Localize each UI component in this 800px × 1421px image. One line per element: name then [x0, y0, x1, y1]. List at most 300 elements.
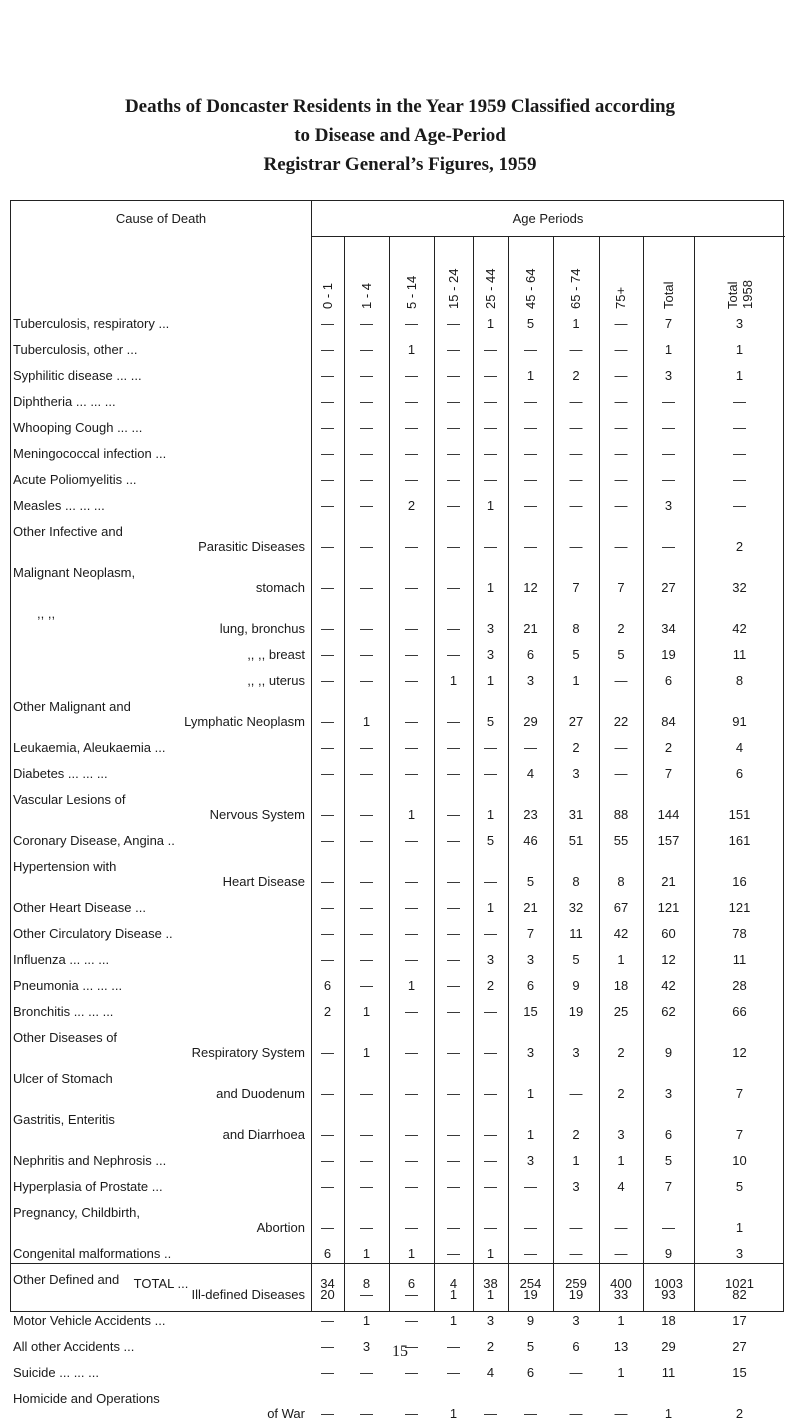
value-cell: — — [614, 766, 628, 781]
value-cell: — — [360, 673, 373, 688]
value-cell: — — [524, 472, 537, 487]
value-cell: — — [524, 342, 537, 357]
value-cell: 93 — [661, 1287, 676, 1302]
cause-label: Other Diseases of — [13, 1030, 118, 1045]
value-cell: 9 — [526, 1313, 535, 1328]
column-header: 15 - 24 — [445, 268, 461, 309]
value-cell: — — [447, 498, 460, 513]
value-cell: — — [321, 874, 334, 889]
value-cell: — — [321, 807, 334, 822]
cause-label: Tuberculosis, respiratory ... — [13, 316, 170, 331]
value-cell: — — [484, 1086, 497, 1101]
cause-label: Other Infective and — [13, 524, 123, 539]
value-cell: — — [484, 766, 497, 781]
value-cell: — — [321, 446, 334, 461]
value-cell: 7 — [664, 766, 673, 781]
value-cell: 5 — [526, 316, 535, 331]
cause-label: Syphilitic disease ... ... — [13, 368, 142, 383]
value-cell: 5 — [735, 1179, 744, 1194]
value-cell: — — [524, 740, 537, 755]
value-cell: 1 — [407, 342, 416, 357]
value-cell: 5 — [486, 833, 495, 848]
value-cell: — — [662, 394, 675, 409]
value-cell: 60 — [661, 926, 676, 941]
value-cell: — — [447, 1153, 460, 1168]
value-cell: — — [662, 420, 675, 435]
value-cell: 25 — [613, 1004, 629, 1019]
value-cell: — — [321, 1313, 334, 1328]
value-cell: 34 — [661, 621, 676, 636]
title-block — [0, 92, 800, 179]
total-cell: 254 — [519, 1276, 542, 1291]
value-cell: 1 — [735, 368, 744, 383]
cause-label: Vascular Lesions of — [13, 792, 126, 807]
column-header: 1958 — [739, 280, 755, 309]
value-cell: — — [484, 1179, 497, 1194]
total-cell: 38 — [483, 1276, 498, 1291]
cause-label: Suicide ... ... ... — [13, 1365, 99, 1380]
cause-label: Influenza ... ... ... — [13, 952, 110, 967]
value-cell: 6 — [735, 766, 744, 781]
value-cell: — — [614, 1406, 628, 1421]
column-header: 1 - 4 — [358, 282, 374, 309]
value-cell: — — [447, 647, 460, 662]
value-cell: — — [360, 1287, 373, 1302]
value-cell: — — [321, 1045, 334, 1060]
value-cell: 2 — [572, 740, 580, 755]
cause-label: Pregnancy, Childbirth, — [13, 1205, 140, 1220]
cause-label: Heart Disease — [222, 874, 305, 889]
value-cell: — — [360, 1406, 373, 1421]
value-cell: 15 — [523, 1004, 538, 1019]
value-cell: 66 — [732, 1004, 747, 1019]
value-cell: — — [321, 472, 334, 487]
cause-label: Other Circulatory Disease .. — [13, 926, 173, 941]
value-cell: — — [360, 498, 373, 513]
value-cell: 1 — [664, 342, 673, 357]
value-cell: 7 — [664, 316, 673, 331]
title-line-3: Registrar General’s Figures, 1959 — [263, 154, 537, 175]
value-cell: — — [524, 446, 537, 461]
value-cell: 1 — [572, 316, 580, 331]
value-cell: 1 — [617, 1313, 625, 1328]
value-cell: 82 — [732, 1287, 747, 1302]
cause-label: Pneumonia ... ... ... — [13, 978, 123, 993]
value-cell: 3 — [735, 316, 744, 331]
value-cell: — — [321, 952, 334, 967]
value-cell: 7 — [664, 1179, 673, 1194]
value-cell: — — [662, 446, 675, 461]
column-header: Total — [660, 281, 676, 309]
mortality-table — [10, 200, 784, 1421]
value-cell: — — [405, 740, 418, 755]
value-cell: 19 — [568, 1004, 584, 1019]
value-cell: 33 — [613, 1287, 629, 1302]
value-cell: — — [360, 368, 373, 383]
value-cell: 10 — [732, 1153, 747, 1168]
cause-label: Ill-defined Diseases — [191, 1287, 305, 1302]
value-cell: — — [733, 472, 746, 487]
cause-label: All other Accidents ... — [13, 1339, 135, 1354]
value-cell: — — [360, 647, 373, 662]
value-cell: — — [321, 647, 334, 662]
cause-label: Gastritis, Enteritis — [13, 1112, 115, 1127]
total-cell: 6 — [407, 1276, 416, 1291]
value-cell: 1 — [486, 900, 495, 915]
value-cell: — — [360, 766, 373, 781]
value-cell: — — [569, 498, 583, 513]
value-cell: — — [569, 1220, 583, 1235]
value-cell: 29 — [523, 714, 538, 729]
value-cell: 20 — [320, 1287, 335, 1302]
value-cell: 1 — [572, 673, 580, 688]
cause-label: Diabetes ... ... ... — [13, 766, 108, 781]
value-cell: 6 — [664, 1127, 673, 1142]
value-cell: — — [360, 621, 373, 636]
value-cell: — — [321, 394, 334, 409]
value-cell: — — [321, 1179, 334, 1194]
value-cell: 6 — [664, 673, 673, 688]
value-cell: 6 — [323, 1246, 332, 1261]
value-cell: — — [524, 1246, 537, 1261]
value-cell: — — [614, 446, 628, 461]
value-cell: — — [405, 1287, 418, 1302]
total-cell: 1003 — [654, 1276, 683, 1291]
value-cell: 46 — [523, 833, 538, 848]
value-cell: — — [447, 420, 460, 435]
value-cell: — — [569, 1246, 583, 1261]
value-cell: 7 — [735, 1086, 744, 1101]
value-cell: 5 — [526, 1339, 535, 1354]
cause-label: Lymphatic Neoplasm — [184, 714, 305, 729]
value-cell: 8 — [617, 874, 625, 889]
value-cell: — — [733, 394, 746, 409]
value-cell: — — [447, 342, 460, 357]
value-cell: — — [484, 1153, 497, 1168]
value-cell: — — [447, 978, 460, 993]
value-cell: 1 — [486, 673, 495, 688]
value-cell: — — [447, 621, 460, 636]
value-cell: — — [360, 874, 373, 889]
value-cell: — — [321, 673, 334, 688]
value-cell: 32 — [568, 900, 584, 915]
value-cell: 21 — [523, 900, 538, 915]
value-cell: 1 — [486, 316, 495, 331]
value-cell: — — [360, 1127, 373, 1142]
cause-label: Coronary Disease, Angina .. — [13, 833, 175, 848]
value-cell: 2 — [486, 978, 495, 993]
value-cell: 29 — [661, 1339, 676, 1354]
value-cell: — — [614, 740, 628, 755]
value-cell: 3 — [362, 1339, 371, 1354]
value-cell: 9 — [572, 978, 580, 993]
value-cell: — — [484, 420, 497, 435]
value-cell: 1 — [572, 1153, 580, 1168]
total-rule — [11, 1263, 783, 1264]
value-cell: — — [484, 472, 497, 487]
value-cell: — — [447, 766, 460, 781]
value-cell: 1 — [735, 1220, 744, 1235]
value-cell: — — [524, 539, 537, 554]
value-cell: — — [484, 1045, 497, 1060]
value-cell: — — [405, 1220, 418, 1235]
cause-label: Abortion — [256, 1220, 305, 1235]
value-cell: 2 — [572, 368, 580, 383]
value-cell: 161 — [728, 833, 751, 848]
value-cell: — — [321, 1086, 334, 1101]
total-cell: 1021 — [725, 1276, 754, 1291]
value-cell: 88 — [613, 807, 629, 822]
value-cell: — — [447, 539, 460, 554]
value-cell: 5 — [572, 952, 580, 967]
value-cell: — — [569, 342, 583, 357]
value-cell: 16 — [732, 874, 747, 889]
value-cell: — — [321, 342, 334, 357]
cause-label: ,, ,, breast — [247, 647, 305, 662]
value-cell: 1 — [362, 714, 371, 729]
value-cell: 12 — [732, 1045, 747, 1060]
value-cell: 2 — [617, 621, 625, 636]
value-cell: 6 — [526, 978, 535, 993]
value-cell: — — [321, 1220, 334, 1235]
value-cell: — — [614, 498, 628, 513]
value-cell: 3 — [486, 621, 495, 636]
value-cell: — — [321, 498, 334, 513]
value-cell: — — [321, 316, 334, 331]
value-cell: — — [447, 740, 460, 755]
value-cell: 1 — [362, 1313, 371, 1328]
value-cell: 21 — [523, 621, 538, 636]
value-cell: 67 — [613, 900, 629, 915]
cause-label: Parasitic Diseases — [198, 539, 305, 554]
cause-label: Other Heart Disease ... — [13, 900, 146, 915]
value-cell: — — [360, 446, 373, 461]
value-cell: 3 — [526, 673, 535, 688]
value-cell: 42 — [613, 926, 629, 941]
value-cell: — — [447, 714, 460, 729]
value-cell: — — [360, 1365, 373, 1380]
value-cell: — — [484, 740, 497, 755]
value-cell: — — [405, 621, 418, 636]
value-cell: — — [321, 833, 334, 848]
value-cell: 13 — [613, 1339, 629, 1354]
value-cell: — — [405, 1004, 418, 1019]
value-cell: — — [447, 926, 460, 941]
value-cell: — — [321, 420, 334, 435]
value-cell: 1 — [362, 1045, 371, 1060]
cause-label: Hyperplasia of Prostate ... — [13, 1179, 163, 1194]
value-cell: 5 — [664, 1153, 673, 1168]
value-cell: — — [447, 807, 460, 822]
value-cell: 2 — [617, 1045, 625, 1060]
value-cell: — — [569, 539, 583, 554]
value-cell: 6 — [526, 647, 535, 662]
value-cell: — — [484, 394, 497, 409]
cause-header: Cause of Death — [115, 211, 207, 226]
value-cell: — — [569, 1365, 583, 1380]
value-cell: 1 — [735, 342, 744, 357]
value-cell: — — [405, 1313, 418, 1328]
value-cell: — — [321, 900, 334, 915]
value-cell: — — [447, 1179, 460, 1194]
value-cell: 19 — [661, 647, 676, 662]
value-cell: — — [569, 472, 583, 487]
value-cell: — — [405, 900, 418, 915]
value-cell: 1 — [486, 807, 495, 822]
value-cell: 11 — [661, 1365, 676, 1380]
value-cell: — — [405, 1045, 418, 1060]
cause-label: ,, ,, — [37, 606, 56, 621]
value-cell: — — [614, 472, 628, 487]
value-cell: 1 — [617, 1365, 625, 1380]
value-cell: — — [321, 766, 334, 781]
value-cell: — — [484, 1004, 497, 1019]
value-cell: — — [524, 1179, 537, 1194]
value-cell: — — [405, 833, 418, 848]
value-cell: 3 — [486, 1313, 495, 1328]
value-cell: — — [360, 952, 373, 967]
value-cell: — — [360, 1153, 373, 1168]
value-cell: — — [614, 368, 628, 383]
value-cell: 3 — [526, 1153, 535, 1168]
value-cell: 19 — [523, 1287, 538, 1302]
value-cell: 27 — [568, 714, 584, 729]
value-cell: 1 — [362, 1004, 371, 1019]
value-cell: — — [321, 539, 334, 554]
value-cell: — — [484, 539, 497, 554]
value-cell: 4 — [617, 1179, 625, 1194]
value-cell: — — [614, 342, 628, 357]
value-cell: 1 — [449, 1287, 458, 1302]
value-cell: — — [484, 926, 497, 941]
value-cell: 3 — [735, 1246, 744, 1261]
value-cell: — — [524, 420, 537, 435]
total-label: TOTAL ... — [133, 1276, 189, 1291]
cause-label: Hypertension with — [13, 859, 117, 874]
value-cell: 3 — [664, 368, 673, 383]
total-cell: 400 — [610, 1276, 632, 1291]
value-cell: 62 — [661, 1004, 676, 1019]
value-cell: — — [662, 1220, 675, 1235]
value-cell: — — [614, 539, 628, 554]
value-cell: 5 — [617, 647, 625, 662]
value-cell: 1 — [526, 368, 535, 383]
column-header: 65 - 74 — [568, 268, 583, 309]
value-cell: — — [321, 1406, 334, 1421]
value-cell: — — [321, 580, 334, 595]
value-cell: 3 — [486, 647, 495, 662]
value-cell: — — [360, 1086, 373, 1101]
value-cell: 1 — [449, 1406, 458, 1421]
value-cell: 31 — [568, 807, 584, 822]
value-cell: — — [569, 1086, 583, 1101]
cause-label: and Duodenum — [216, 1086, 305, 1101]
value-cell: — — [360, 420, 373, 435]
value-cell: 1 — [486, 580, 495, 595]
value-cell: — — [405, 1365, 418, 1380]
value-cell: 6 — [323, 978, 332, 993]
value-cell: 3 — [664, 498, 673, 513]
value-cell: 4 — [526, 766, 535, 781]
cause-label: Bronchitis ... ... ... — [13, 1004, 114, 1019]
value-cell: — — [405, 714, 418, 729]
value-cell: — — [524, 394, 537, 409]
column-header: Total — [724, 281, 740, 309]
cause-label: Nephritis and Nephrosis ... — [13, 1153, 167, 1168]
value-cell: 7 — [572, 580, 580, 595]
value-cell: — — [524, 1406, 537, 1421]
value-cell: — — [447, 952, 460, 967]
value-cell: — — [569, 446, 583, 461]
value-cell: 2 — [407, 498, 416, 513]
value-cell: 121 — [657, 900, 680, 915]
value-cell: 2 — [664, 740, 673, 755]
value-cell: 12 — [523, 580, 538, 595]
value-cell: 3 — [572, 1313, 580, 1328]
value-cell: — — [405, 1086, 418, 1101]
page-number: 15 — [392, 1343, 408, 1360]
value-cell: — — [405, 472, 418, 487]
value-cell: — — [405, 580, 418, 595]
value-cell: — — [405, 316, 418, 331]
value-cell: 2 — [735, 539, 744, 554]
value-cell: — — [733, 446, 746, 461]
value-cell: — — [321, 368, 334, 383]
value-cell: 5 — [572, 647, 580, 662]
value-cell: — — [447, 1339, 460, 1354]
value-cell: — — [405, 368, 418, 383]
value-cell: — — [360, 833, 373, 848]
cause-label: Whooping Cough ... ... — [13, 420, 143, 435]
column-header: 25 - 44 — [482, 268, 498, 309]
value-cell: — — [405, 1179, 418, 1194]
cause-label: Ulcer of Stomach — [13, 1071, 113, 1086]
value-cell: 8 — [735, 673, 744, 688]
cause-label: Malignant Neoplasm, — [13, 565, 136, 580]
value-cell: 42 — [661, 978, 676, 993]
value-cell: — — [360, 342, 373, 357]
cause-label: Diphtheria ... ... ... — [13, 394, 116, 409]
value-cell: — — [360, 740, 373, 755]
value-cell: — — [484, 874, 497, 889]
value-cell: — — [360, 978, 373, 993]
value-cell: — — [360, 807, 373, 822]
value-cell: — — [405, 673, 418, 688]
value-cell: 11 — [732, 647, 747, 662]
value-cell: — — [447, 1127, 460, 1142]
value-cell: 3 — [526, 952, 535, 967]
value-cell: — — [321, 1339, 334, 1354]
value-cell: — — [614, 1220, 628, 1235]
value-cell: — — [321, 926, 334, 941]
title-line-2: to Disease and Age-Period — [294, 125, 506, 146]
value-cell: 8 — [572, 621, 580, 636]
value-cell: — — [662, 472, 675, 487]
value-cell: — — [405, 1339, 418, 1354]
value-cell: 1 — [449, 673, 458, 688]
cause-label: Other Defined and — [13, 1272, 120, 1287]
value-cell: 2 — [323, 1004, 332, 1019]
value-cell: — — [405, 446, 418, 461]
value-cell: — — [733, 420, 746, 435]
value-cell: — — [447, 1220, 460, 1235]
value-cell: — — [360, 900, 373, 915]
value-cell: — — [484, 1406, 497, 1421]
value-cell: 1 — [664, 1406, 673, 1421]
value-cell: — — [405, 952, 418, 967]
value-cell: — — [360, 316, 373, 331]
value-cell: 3 — [664, 1086, 673, 1101]
